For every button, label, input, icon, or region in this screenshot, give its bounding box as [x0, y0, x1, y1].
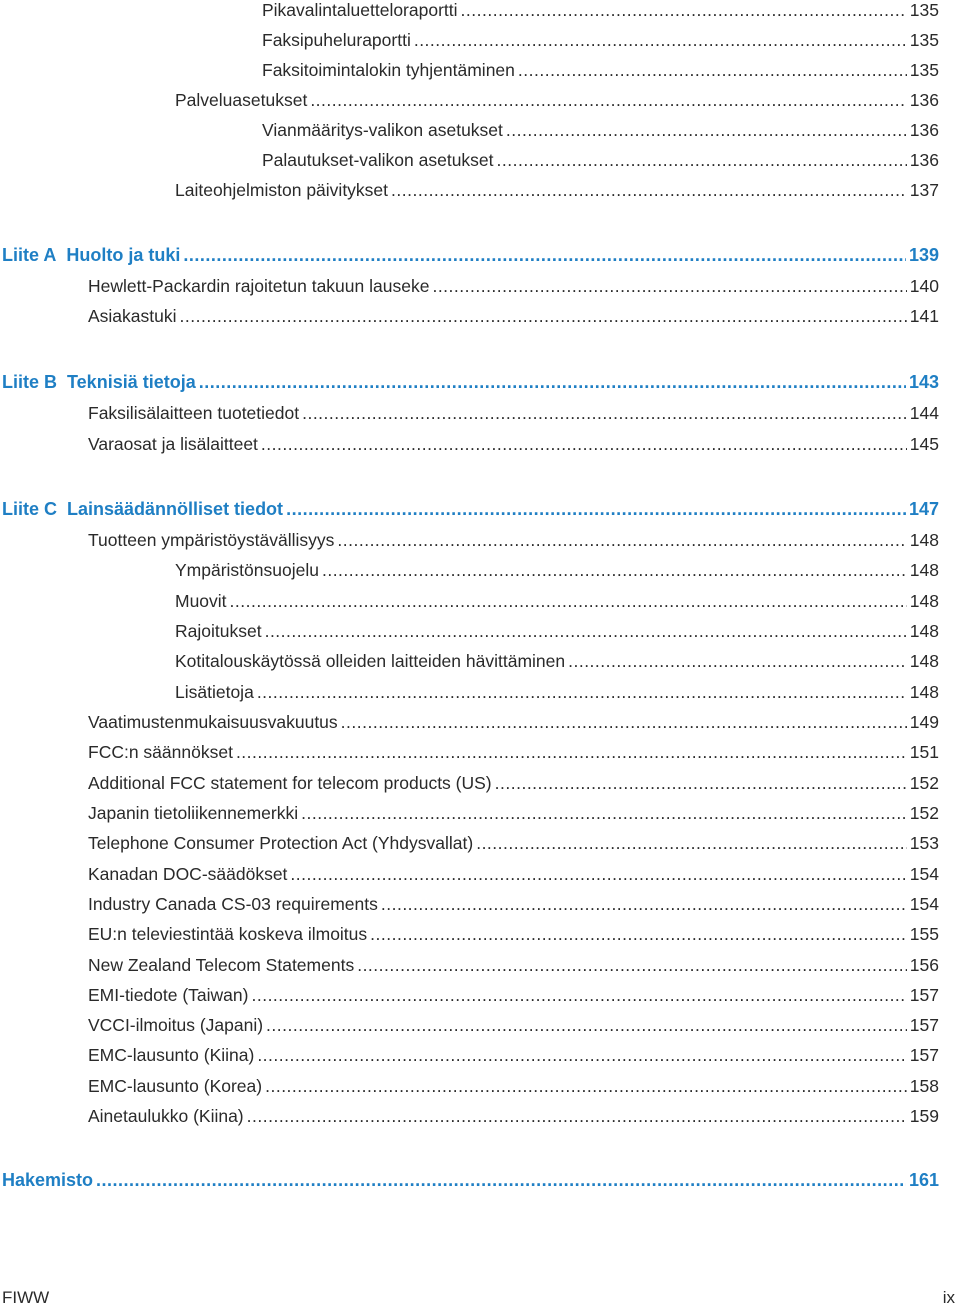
toc-page-number: 156: [909, 955, 939, 975]
toc-entry-text: Ainetaulukko (Kiina): [88, 1106, 244, 1126]
dot-leader: [230, 591, 907, 612]
toc-entry-text: Faksitoimintalokin tyhjentäminen: [262, 60, 515, 80]
toc-page-number: 151: [909, 742, 939, 762]
toc-entry[interactable]: [88, 985, 939, 1011]
dot-leader: [96, 1170, 906, 1191]
toc-entry-text: VCCI-ilmoitus (Japani): [88, 1015, 264, 1035]
toc-appendix-label: Liite B: [2, 372, 58, 392]
toc-entry-title: [2, 1170, 93, 1191]
toc-page-number: 143: [908, 372, 939, 392]
toc-entry[interactable]: [175, 682, 939, 708]
toc-entry-title: [88, 712, 338, 733]
toc-entry[interactable]: [175, 90, 939, 116]
toc-entry-title: [175, 621, 262, 642]
toc-entry-text: Varaosat ja lisälaitteet: [88, 434, 258, 454]
toc-entry[interactable]: [262, 120, 939, 146]
toc-entry[interactable]: [88, 712, 939, 738]
toc-entry-title: [88, 894, 378, 915]
toc-entry-text: Lisätietoja: [175, 682, 254, 702]
toc-page-number: 161: [908, 1170, 939, 1190]
toc-entry-title: [88, 530, 334, 551]
dot-leader: [495, 773, 907, 794]
dot-leader: [301, 803, 907, 824]
toc-entry-title: [262, 0, 458, 21]
dot-leader: [391, 180, 907, 201]
toc-entry-title: [88, 1045, 254, 1066]
page-footer: [0, 1288, 960, 1308]
toc-entry[interactable]: [88, 1015, 939, 1041]
toc-entry[interactable]: [262, 150, 939, 176]
toc-entry[interactable]: [88, 924, 939, 950]
dot-leader: [497, 150, 907, 171]
dot-leader: [257, 1045, 906, 1066]
toc-entry-text: Ympäristönsuojelu: [175, 560, 319, 580]
toc-entry-title: [262, 150, 494, 171]
toc-entry-title: [262, 30, 411, 51]
toc-entry[interactable]: [88, 833, 939, 859]
toc-page-number: 153: [909, 833, 939, 853]
toc-entry[interactable]: [175, 560, 939, 586]
toc-entry-title: [262, 60, 515, 81]
toc-heading[interactable]: [2, 1170, 939, 1196]
dot-leader: [199, 372, 906, 393]
toc-entry-text: Palautukset-valikon asetukset: [262, 150, 494, 170]
toc-entry[interactable]: [88, 1045, 939, 1071]
toc-page-number: 159: [909, 1106, 939, 1126]
toc-entry[interactable]: [88, 742, 939, 768]
toc-entry-text: Vianmääritys-valikon asetukset: [262, 120, 503, 140]
toc-entry-text: Faksipuheluraportti: [262, 30, 411, 50]
toc-entry-text: Faksilisälaitteen tuotetiedot: [88, 403, 300, 423]
toc-entry[interactable]: [88, 306, 939, 332]
toc-page-number: 135: [909, 0, 939, 20]
toc-page-number: 148: [909, 682, 939, 702]
toc-entry-title: [262, 120, 503, 141]
toc-entry-text: FCC:n säännökset: [88, 742, 233, 762]
toc-entry[interactable]: [88, 773, 939, 799]
toc-entry-title: [88, 955, 354, 976]
toc-page-number: 144: [909, 403, 939, 423]
toc-entry[interactable]: [262, 0, 939, 26]
toc-page-number: 147: [908, 499, 939, 519]
dot-leader: [180, 306, 907, 327]
toc-entry[interactable]: [88, 1076, 939, 1102]
toc-heading[interactable]: [2, 372, 939, 398]
toc-entry[interactable]: [175, 621, 939, 647]
toc-entry-text: EMC-lausunto (Korea): [88, 1076, 263, 1096]
toc-entry-text: Hakemisto: [2, 1170, 94, 1190]
toc-entry-title: [88, 803, 298, 824]
toc-page-number: 154: [909, 894, 939, 914]
dot-leader: [251, 985, 906, 1006]
toc-entry-title: [175, 90, 307, 111]
toc-page-number: 148: [909, 651, 939, 671]
toc-entry-title: [175, 651, 565, 672]
toc-entry-text: Kanadan DOC-säädökset: [88, 864, 288, 884]
dot-leader: [506, 120, 907, 141]
toc-entry-title: [88, 773, 492, 794]
toc-entry-text: Japanin tietoliikennemerkki: [88, 803, 299, 823]
dot-leader: [257, 682, 907, 703]
toc-entry[interactable]: [88, 1106, 939, 1132]
toc-entry-title: [175, 180, 388, 201]
dot-leader: [286, 499, 906, 520]
dot-leader: [381, 894, 907, 915]
toc-entry-text: Laiteohjelmiston päivitykset: [175, 180, 389, 200]
dot-leader: [357, 955, 907, 976]
toc-entry-text: EU:n televiestintää koskeva ilmoitus: [88, 924, 368, 944]
toc-page-number: 148: [909, 560, 939, 580]
toc-entry[interactable]: [262, 60, 939, 86]
toc-entry[interactable]: [175, 591, 939, 617]
toc-appendix-label: Liite C: [2, 499, 58, 519]
toc-heading[interactable]: [2, 499, 939, 525]
dot-leader: [461, 0, 907, 21]
toc-page-number: 149: [909, 712, 939, 732]
toc-entry-text: Huolto ja tuki: [66, 245, 181, 265]
toc-entry-text: Additional FCC statement for telecom products (US): [88, 773, 492, 793]
dot-leader: [236, 742, 907, 763]
toc-heading[interactable]: [2, 245, 939, 271]
toc-page-number: 135: [909, 30, 939, 50]
toc-entry-title: [88, 985, 248, 1006]
toc-entry-title: [88, 306, 177, 327]
toc-entry-text: Lainsäädännölliset tiedot: [67, 499, 284, 519]
dot-leader: [341, 712, 907, 733]
toc-entry-title: [88, 276, 429, 297]
toc-page-number: 148: [909, 530, 939, 550]
toc-entry-text: Asiakastuki: [88, 306, 177, 326]
toc-page-number: 137: [909, 180, 939, 200]
toc-entry-title: [2, 499, 283, 520]
toc-entry-text: Palveluasetukset: [175, 90, 308, 110]
toc-entry[interactable]: [88, 955, 939, 981]
toc-entry[interactable]: [88, 276, 939, 302]
toc-entry-title: [88, 864, 287, 885]
toc-page-number: 136: [909, 120, 939, 140]
footer-page-number: ix: [942, 1288, 955, 1307]
toc-entry-title: [2, 245, 180, 266]
toc-entry-text: Teknisiä tietoja: [67, 372, 196, 392]
toc-entry-text: Industry Canada CS-03 requirements: [88, 894, 378, 914]
toc-page-number: 157: [909, 985, 939, 1005]
toc-entry-title: [88, 833, 473, 854]
dot-leader: [322, 560, 907, 581]
toc-page-number: 158: [909, 1076, 939, 1096]
toc-page-number: 141: [909, 306, 939, 326]
dot-leader: [370, 924, 907, 945]
toc-entry-text: EMC-lausunto (Kiina): [88, 1045, 255, 1065]
toc-entry-title: [88, 434, 258, 455]
toc-page-number: 135: [909, 60, 939, 80]
toc-entry-text: Kotitalouskäytössä olleiden laitteiden hävittäminen: [175, 651, 566, 671]
toc-page-number: 145: [909, 434, 939, 454]
toc-entry-title: [175, 560, 319, 581]
toc-entry[interactable]: [88, 864, 939, 890]
toc-entry-title: [88, 742, 233, 763]
toc-appendix-label: Liite A: [2, 245, 57, 265]
toc-entry-title: [88, 924, 367, 945]
dot-leader: [432, 276, 906, 297]
toc-entry-text: Muovit: [175, 591, 227, 611]
dot-leader: [265, 1076, 907, 1097]
toc-entry[interactable]: [88, 434, 939, 460]
dot-leader: [302, 403, 907, 424]
toc-entry[interactable]: [262, 30, 939, 56]
toc-entry[interactable]: [175, 651, 939, 677]
toc-entry[interactable]: [88, 530, 939, 556]
toc-entry-title: [88, 403, 299, 424]
dot-leader: [337, 530, 906, 551]
dot-leader: [261, 434, 907, 455]
toc-entry-text: EMI-tiedote (Taiwan): [88, 985, 249, 1005]
toc-page-number: 148: [909, 591, 939, 611]
toc-page-number: 152: [909, 773, 939, 793]
toc-page-number: 139: [908, 245, 939, 265]
toc-entry-title: [88, 1076, 262, 1097]
toc-page-number: 154: [909, 864, 939, 884]
toc-entry-title: [2, 372, 196, 393]
toc-entry-text: Telephone Consumer Protection Act (Yhdysvallat): [88, 833, 474, 853]
dot-leader: [265, 621, 907, 642]
footer-doc-code: FIWW: [2, 1288, 50, 1307]
toc-entry-text: Pikavalintaluetteloraportti: [262, 0, 458, 20]
toc-page-number: 148: [909, 621, 939, 641]
toc-entry[interactable]: [175, 180, 939, 206]
toc-page-number: 155: [909, 924, 939, 944]
toc-page-number: 157: [909, 1045, 939, 1065]
dot-leader: [183, 245, 906, 266]
toc-page-number: 136: [909, 150, 939, 170]
toc-page-number: 140: [909, 276, 939, 296]
toc-entry[interactable]: [88, 803, 939, 829]
toc-entry[interactable]: [88, 403, 939, 429]
dot-leader: [568, 651, 907, 672]
dot-leader: [247, 1106, 907, 1127]
toc-entry-text: Vaatimustenmukaisuusvakuutus: [88, 712, 338, 732]
dot-leader: [290, 864, 906, 885]
toc-entry-text: Tuotteen ympäristöystävällisyys: [88, 530, 335, 550]
toc-page-number: 152: [909, 803, 939, 823]
dot-leader: [266, 1015, 907, 1036]
toc-entry-title: [88, 1015, 263, 1036]
toc-page-number: 136: [909, 90, 939, 110]
dot-leader: [518, 60, 907, 81]
toc-entry-title: [175, 682, 254, 703]
dot-leader: [414, 30, 907, 51]
toc-entry-text: New Zealand Telecom Statements: [88, 955, 355, 975]
toc-entry-title: [175, 591, 227, 612]
toc-entry[interactable]: [88, 894, 939, 920]
toc-entry-title: [88, 1106, 244, 1127]
dot-leader: [310, 90, 906, 111]
dot-leader: [476, 833, 907, 854]
toc-entry-text: Hewlett-Packardin rajoitetun takuun lauseke: [88, 276, 430, 296]
toc-page-number: 157: [909, 1015, 939, 1035]
toc-entry-text: Rajoitukset: [175, 621, 262, 641]
